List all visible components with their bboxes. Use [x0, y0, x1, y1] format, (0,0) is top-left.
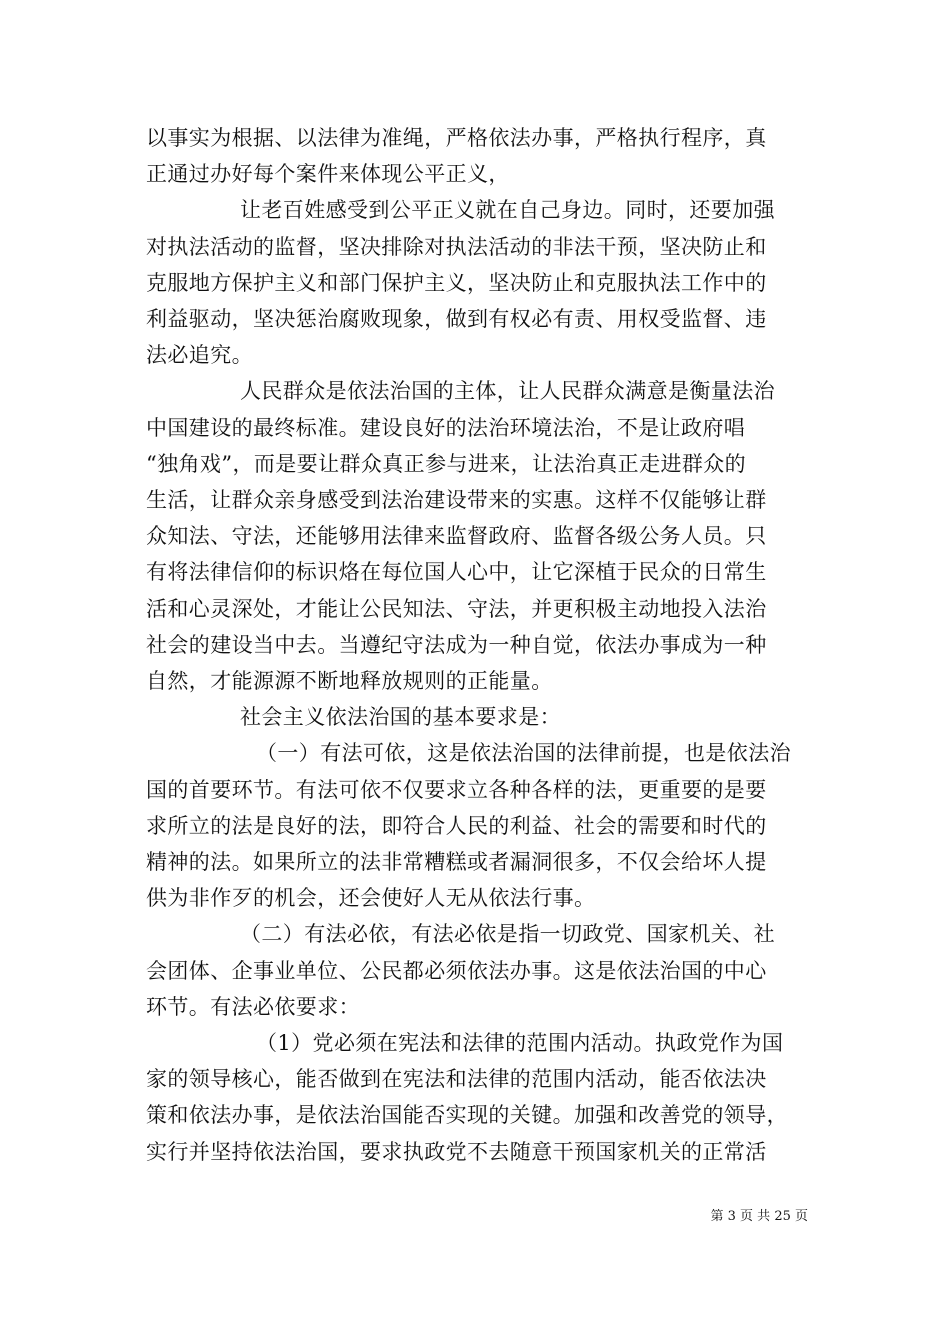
page-number: 第 3 页 共 25 页 — [710, 1209, 808, 1224]
text-line: 中国建设的最终标准。建设良好的法治环境法治，不是让政府唱 — [146, 415, 746, 440]
text-line: 利益驱动，坚决惩治腐败现象，做到有权必有责、用权受监督、违 — [146, 307, 767, 332]
text-line: 家的领导核心，能否做到在宪法和法律的范围内活动，能否依法决 — [146, 1067, 767, 1092]
text-line: 让老百姓感受到公平正义就在自己身边。同时，还要加强 — [240, 198, 775, 223]
text-line: 社会主义依法治国的基本要求是： — [240, 705, 561, 730]
text-line: 法必追究。 — [146, 343, 253, 368]
text-line: 自然，才能源源不断地释放规则的正能量。 — [146, 669, 553, 694]
text-line: 求所立的法是良好的法，即符合人民的利益、社会的需要和时代的 — [146, 813, 767, 838]
text-line: 有将法律信仰的标识烙在每位国人心中，让它深植于民众的日常生 — [146, 560, 767, 585]
text-line: 环节。有法必依要求： — [146, 994, 360, 1019]
text-line: 活和心灵深处，才能让公民知法、守法，并更积极主动地投入法治 — [146, 596, 767, 621]
text-line: 生活，让群众亲身感受到法治建设带来的实惠。这样不仅能够让群 — [146, 488, 767, 513]
text-line: “独角戏”，而是要让群众真正参与进来，让法治真正走进群众的 — [146, 451, 747, 476]
text-line: 精神的法。如果所立的法非常糟糕或者漏洞很多，不仅会给坏人提 — [146, 850, 767, 875]
text-line: 社会的建设当中去。当遵纪守法成为一种自觉，依法办事成为一种 — [146, 632, 767, 657]
text-line: 策和依法办事，是依法治国能否实现的关键。加强和改善党的领导， — [146, 1103, 788, 1128]
text-line: 会团体、企事业单位、公民都必须依法办事。这是依法治国的中心 — [146, 958, 767, 983]
text-line: 克服地方保护主义和部门保护主义，坚决防止和克服执法工作中的 — [146, 270, 767, 295]
text-line: 正通过办好每个案件来体现公平正义， — [146, 162, 510, 187]
text-line: 众知法、守法，还能够用法律来监督政府、监督各级公务人员。只 — [146, 524, 767, 549]
text-line: 实行并坚持依法治国，要求执政党不去随意干预国家机关的正常活 — [146, 1139, 767, 1164]
text-line: 人民群众是依法治国的主体，让人民群众满意是衡量法治 — [240, 379, 775, 404]
text-line: （1）党必须在宪法和法律的范围内活动。执政党作为国 — [256, 1031, 784, 1056]
text-line: 对执法活动的监督，坚决排除对执法活动的非法干预，坚决防止和 — [146, 234, 767, 259]
text-line: 供为非作歹的机会，还会使好人无从依法行事。 — [146, 886, 596, 911]
text-line: （二）有法必依，有法必依是指一切政党、国家机关、社 — [240, 922, 775, 947]
text-line: 以事实为根据、以法律为准绳，严格依法办事，严格执行程序，真 — [146, 126, 767, 150]
text-line: 国的首要环节。有法可依不仅要求立各种各样的法，更重要的是要 — [146, 777, 767, 802]
text-line: （一）有法可依，这是依法治国的法律前提，也是依法治 — [256, 741, 791, 766]
body-text — [146, 120, 810, 1170]
